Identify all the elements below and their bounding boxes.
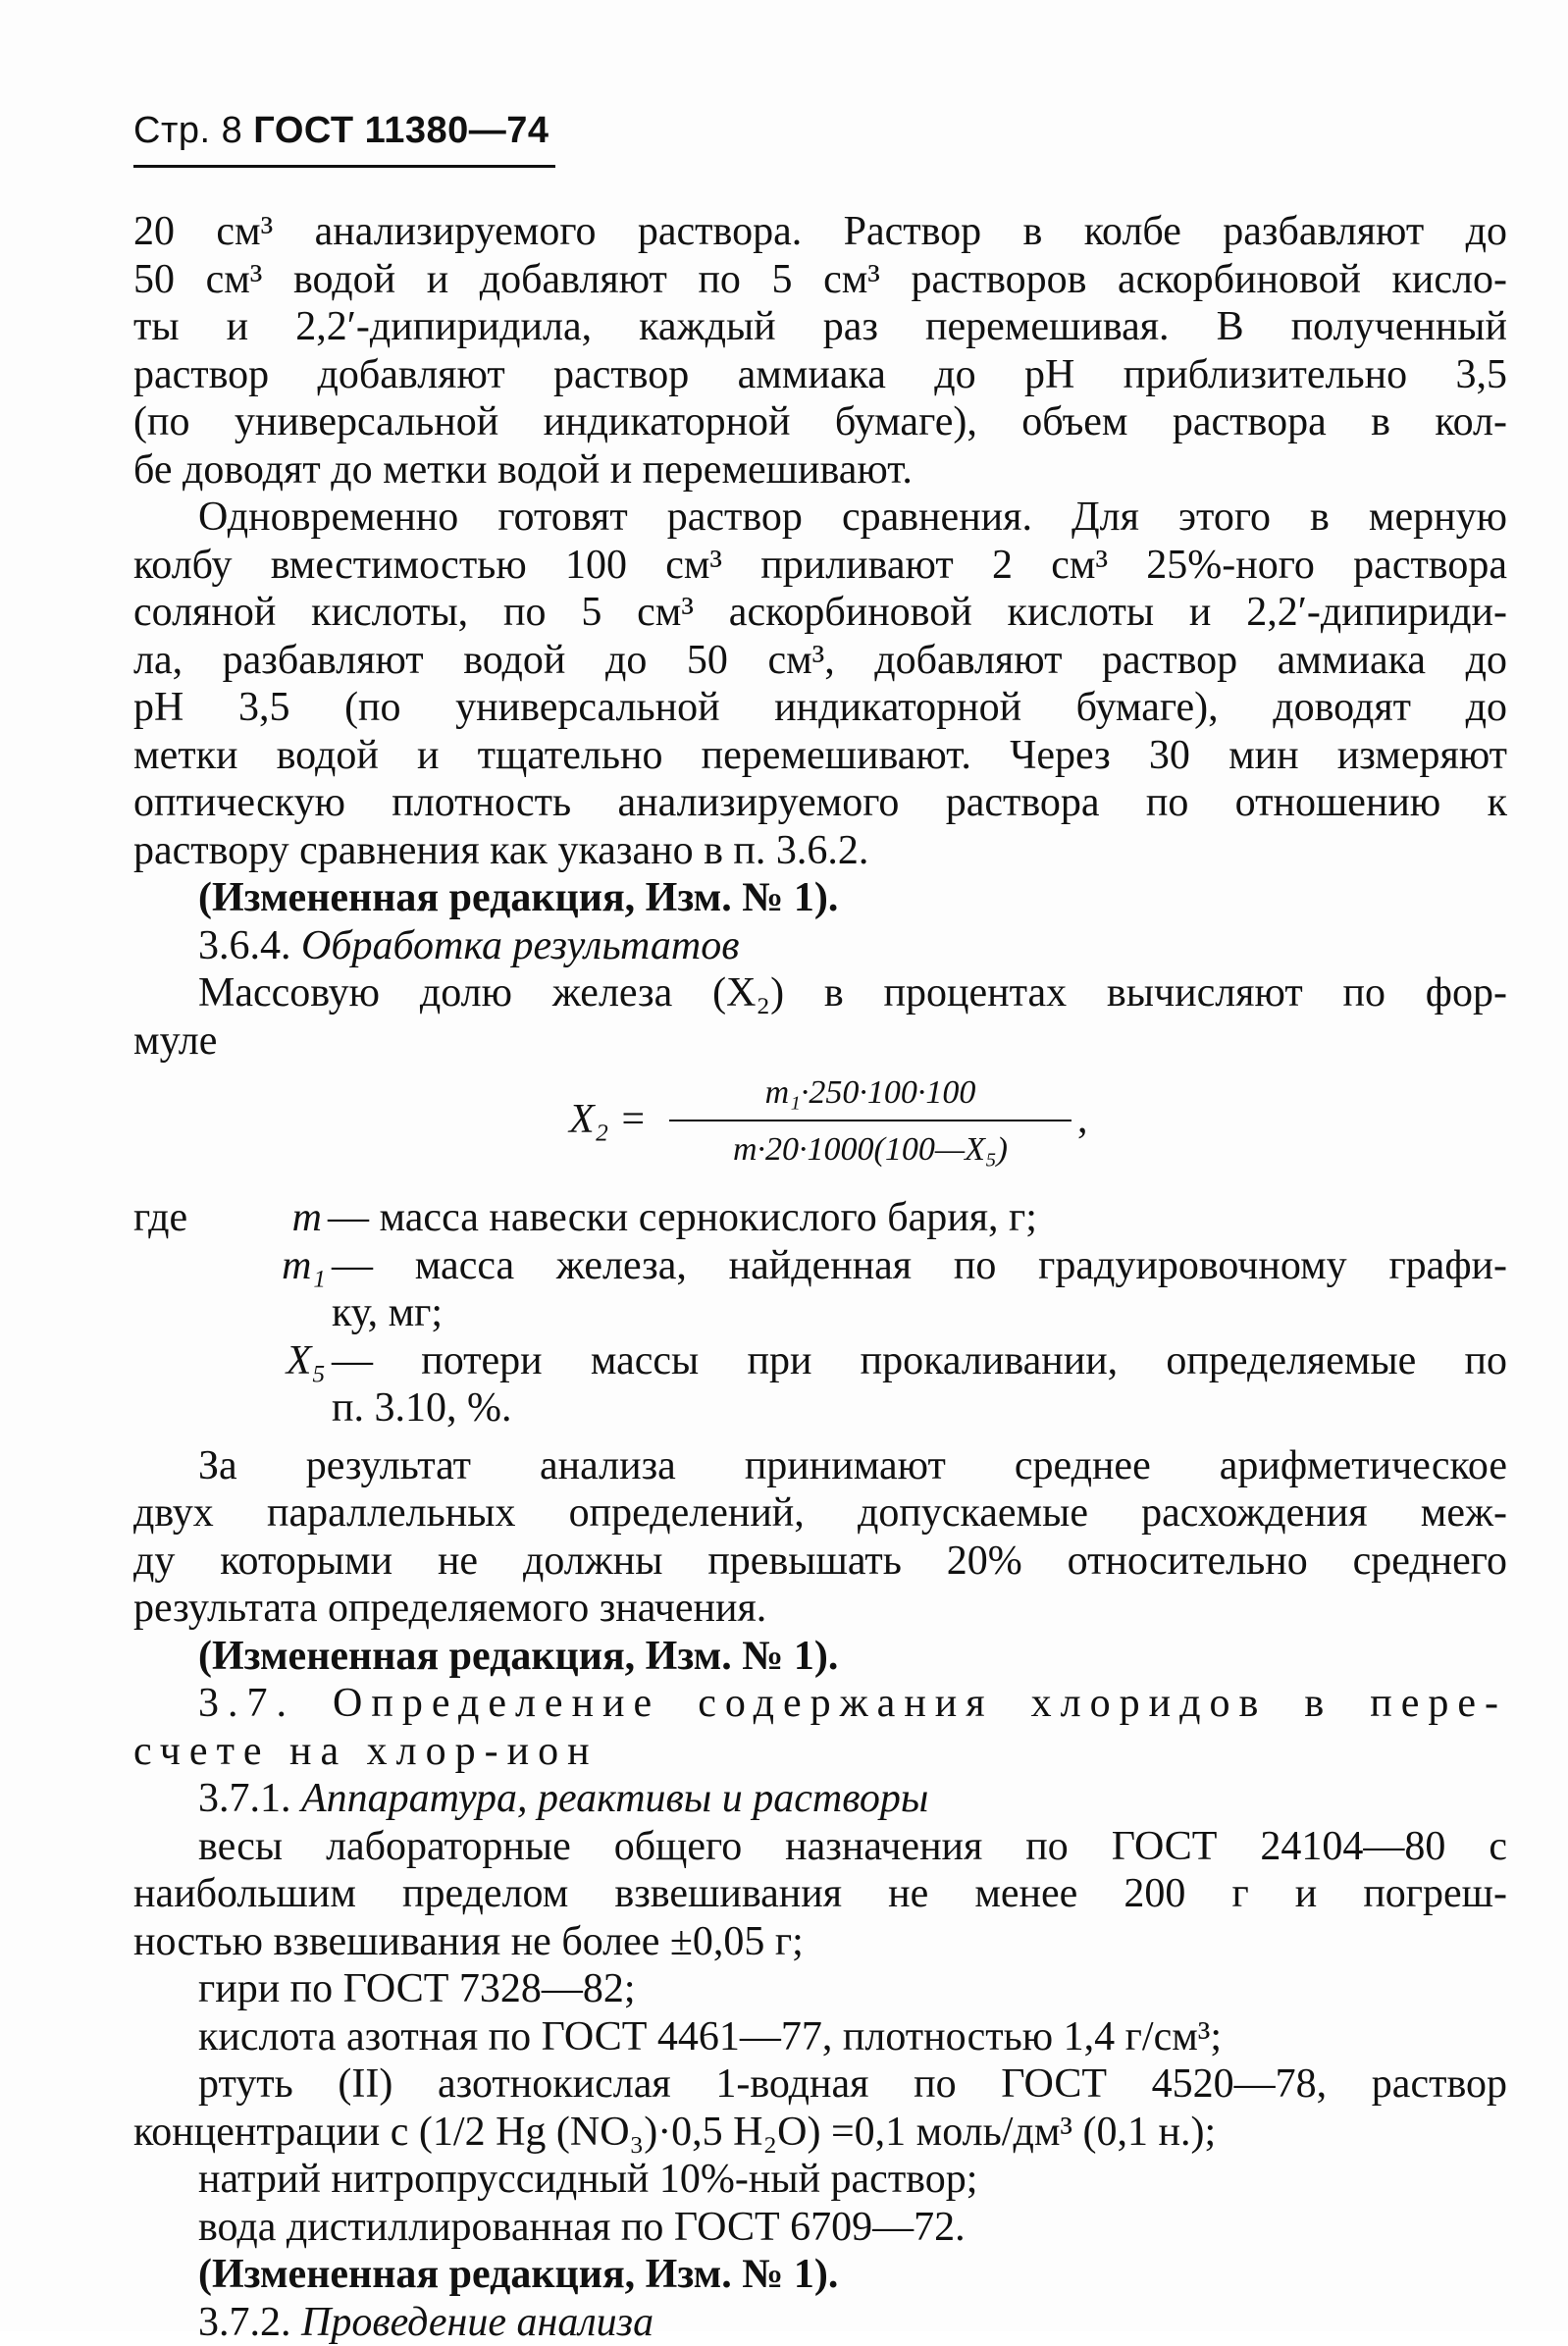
list-item: вода дистиллированная по ГОСТ 6709—72.: [133, 2204, 1507, 2252]
text-line: метки водой и тщательно перемешивают. Через 30 мин измеряют: [133, 732, 1507, 780]
text-line: соляной кислоты, по 5 см³ аскорбиновой кислоты и 2,2′-дипириди-: [133, 589, 1507, 637]
text-line: За результат анализа принимают среднее арифметическое: [133, 1442, 1507, 1490]
paragraph-sample-prep: [133, 208, 1507, 494]
list-item-continuation: концентрации c (1/2 Hg (NO₃)·0,5 H₂O) =0,1 моль/дм³ (0,1 н.);: [133, 2109, 1507, 2157]
formula-lhs: X₂ =: [569, 1096, 647, 1144]
text-line: весы лабораторные общего назначения по ГОСТ 24104—80 с: [133, 1823, 1507, 1871]
section-heading-3-6-4: [133, 922, 1507, 970]
text-line: ла, разбавляют водой до 50 см³, добавляют раствор аммиака до: [133, 637, 1507, 685]
where-continuation: п. 3.10, %.: [133, 1384, 1507, 1433]
list-item: натрий нитропруссидный 10%-ный раствор;: [133, 2156, 1507, 2204]
section-number: 3.7.1.: [198, 1776, 291, 1821]
text-line: наибольшим пределом взвешивания не менее 200 г и погреш-: [133, 1870, 1507, 1918]
text-line: pH 3,5 (по универсальной индикаторной бумаге), доводят до: [133, 684, 1507, 732]
text-line: 3.7. Определение содержания хлоридов в пере-: [133, 1680, 1507, 1728]
formula-trailing-comma: ,: [1077, 1096, 1088, 1144]
section-title: Обработка результатов: [301, 923, 739, 968]
text-line: Массовую долю железа (X₂) в процентах вычисляют по фор-: [133, 969, 1507, 1017]
text-line: бе доводят до метки водой и перемешивают.: [133, 446, 1507, 495]
list-item: гири по ГОСТ 7328—82;: [133, 1965, 1507, 2013]
where-item-x5: [133, 1337, 1507, 1385]
fraction-bar: [669, 1120, 1071, 1121]
reagent-list: [133, 1965, 1507, 2251]
document-body: [133, 208, 1507, 2346]
page-header: [133, 110, 549, 152]
paragraph-formula-intro: [133, 969, 1507, 1065]
where-symbol: X₅: [133, 1337, 332, 1385]
where-intro: где: [133, 1194, 214, 1242]
standard-number: ГОСТ 11380—74: [253, 110, 549, 151]
text-line: ностью взвешивания не более ±0,05 г;: [133, 1918, 1507, 1966]
text-line: муле: [133, 1017, 1507, 1066]
where-continuation: ку, мг;: [133, 1289, 1507, 1337]
text-line: ду которыми не должны превышать 20% относительно среднего: [133, 1538, 1507, 1586]
text-line: оптическую плотность анализируемого раствора по отношению к: [133, 779, 1507, 827]
section-title: Аппаратура, реактивы и растворы: [301, 1776, 928, 1821]
text-line: раствор добавляют раствор аммиака до pH приблизительно 3,5: [133, 351, 1507, 399]
text-line: счете на хлор-ион: [133, 1728, 1507, 1776]
text-line: Одновременно готовят раствор сравнения. Для этого в мерную: [133, 494, 1507, 542]
where-item-m: [133, 1194, 1507, 1242]
revision-note: (Измененная редакция, Изм. № 1).: [133, 874, 1507, 922]
text-line: результата определяемого значения.: [133, 1585, 1507, 1633]
revision-note: (Измененная редакция, Изм. № 1).: [133, 1633, 1507, 1681]
where-list: [133, 1194, 1507, 1433]
section-title: Проведение анализа: [301, 2300, 653, 2345]
section-number: 3.6.4.: [198, 923, 291, 968]
revision-note: (Измененная редакция, Изм. № 1).: [133, 2251, 1507, 2299]
section-number: 3.7.2.: [198, 2300, 291, 2345]
text-line: 20 см³ анализируемого раствора. Раствор в колбе разбавляют до: [133, 208, 1507, 256]
list-item: кислота азотная по ГОСТ 4461—77, плотностью 1,4 г/см³;: [133, 2013, 1507, 2061]
where-definition: — масса навески сернокислого бария, г;: [328, 1194, 1507, 1242]
formula-numerator: m₁·250·100·100: [669, 1070, 1071, 1116]
section-heading-3-7-2: [133, 2299, 1507, 2346]
section-heading-3-7: [133, 1680, 1507, 1775]
paragraph-reference-solution: [133, 494, 1507, 874]
where-item-m1: [133, 1242, 1507, 1290]
formula: [133, 1070, 1507, 1184]
paragraph-result: [133, 1442, 1507, 1633]
list-item: ртуть (II) азотнокислая 1-водная по ГОСТ 4520—78, раствор: [133, 2060, 1507, 2109]
page-number-label: Стр. 8: [133, 110, 242, 151]
text-line: колбу вместимостью 100 см³ приливают 2 см³ 25%-ного раствора: [133, 542, 1507, 590]
text-line: ты и 2,2′-дипиридила, каждый раз перемешивая. В полученный: [133, 303, 1507, 351]
where-definition: — масса железа, найденная по градуировочному графи-: [332, 1242, 1507, 1290]
where-definition: — потери массы при прокаливании, определяемые по: [332, 1337, 1507, 1385]
section-heading-3-7-1: [133, 1775, 1507, 1823]
formula-denominator: m·20·1000(100—X₅): [669, 1127, 1071, 1173]
where-symbol: m₁: [133, 1242, 332, 1290]
text-line: (по универсальной индикаторной бумаге), объем раствора в кол-: [133, 398, 1507, 446]
where-symbol: m: [214, 1194, 328, 1242]
formula-fraction: [669, 1070, 1071, 1173]
paragraph-scales: [133, 1823, 1507, 1966]
text-line: 50 см³ водой и добавляют по 5 см³ растворов аскорбиновой кисло-: [133, 256, 1507, 304]
header-rule: [133, 165, 555, 168]
text-line: двух параллельных определений, допускаемые расхождения меж-: [133, 1489, 1507, 1538]
text-line: раствору сравнения как указано в п. 3.6.2.: [133, 827, 1507, 875]
